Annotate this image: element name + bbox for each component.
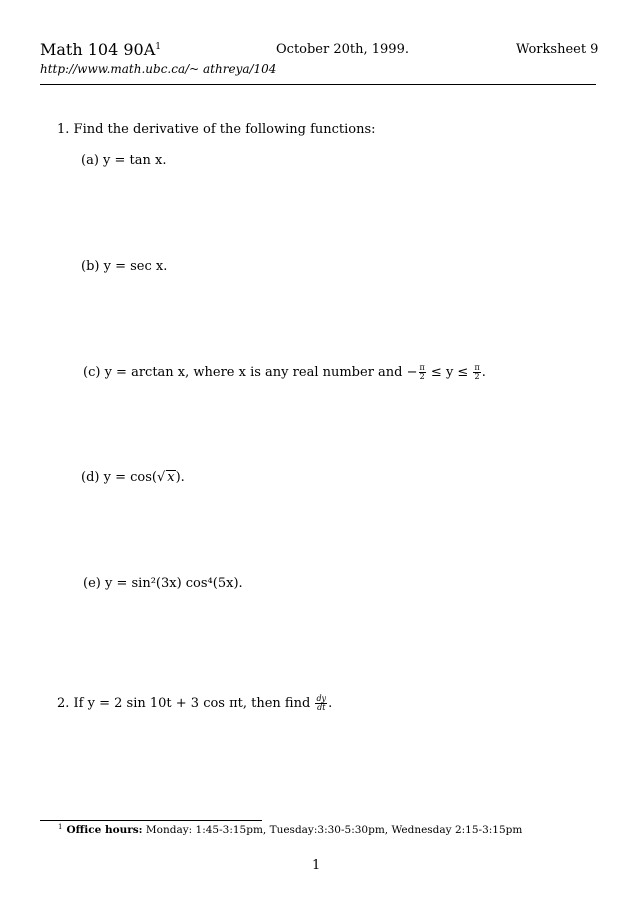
- footnote-rule: [40, 820, 262, 821]
- footnote-label: Office hours:: [66, 824, 143, 836]
- sqrt-symbol: √: [156, 470, 166, 485]
- question-number: 2.: [57, 696, 70, 711]
- page-number: 1: [312, 858, 321, 873]
- worksheet-date: October 20th, 1999.: [276, 42, 409, 57]
- part-expression-middle: ≤ y ≤: [426, 365, 473, 380]
- question-1: [57, 122, 376, 137]
- part-e: [83, 576, 243, 591]
- fraction-numerator: π: [419, 363, 425, 372]
- part-expression-end: ).: [175, 470, 185, 485]
- part-expression: y = sin²(3x) cos⁴(5x).: [104, 576, 243, 591]
- part-label: (a): [81, 153, 99, 168]
- question-prompt-end: .: [328, 696, 333, 711]
- sqrt-argument: x: [167, 470, 175, 485]
- part-label: (b): [81, 259, 100, 274]
- question-2: [57, 695, 332, 712]
- fraction-dy-dt: [315, 695, 327, 712]
- fraction-denominator: dt: [317, 703, 326, 712]
- worksheet-number: Worksheet 9: [516, 42, 599, 57]
- part-expression-start: y = cos(: [103, 470, 157, 485]
- part-label: (e): [83, 576, 101, 591]
- footnote-mark: 1: [58, 823, 63, 831]
- question-number: 1.: [57, 122, 70, 137]
- fraction-numerator: π: [474, 363, 480, 372]
- fraction-numerator: dy: [316, 694, 327, 703]
- course-url: http://www.math.ubc.ca/~ athreya/104: [40, 62, 277, 76]
- header-rule: [40, 84, 596, 85]
- fraction-pi-over-2: [473, 364, 480, 381]
- part-label: (d): [81, 470, 100, 485]
- part-label: (c): [83, 365, 101, 380]
- part-a: [81, 153, 167, 168]
- part-expression-start: y = arctan x, where x is any real number and −: [104, 365, 418, 380]
- course-name: Math 104 90A: [40, 40, 156, 59]
- fraction-pi-over-2: [419, 364, 426, 381]
- fraction-denominator: 2: [419, 372, 425, 381]
- part-c: [83, 364, 486, 381]
- part-d: [81, 470, 185, 485]
- question-prompt-start: If y = 2 sin 10t + 3 cos πt, then find: [73, 696, 315, 711]
- footnote-text: Monday: 1:45-3:15pm, Tuesday:3:30-5:30pm, Wednesday 2:15-3:15pm: [145, 824, 523, 836]
- part-expression: y = sec x.: [103, 259, 168, 274]
- part-b: [81, 259, 167, 274]
- footnote-marker: 1: [155, 42, 162, 52]
- part-expression: y = tan x.: [103, 153, 167, 168]
- question-prompt: Find the derivative of the following functions:: [73, 122, 376, 137]
- footnote: [58, 823, 522, 836]
- part-expression-end: .: [481, 365, 486, 380]
- fraction-denominator: 2: [474, 372, 480, 381]
- course-title: [40, 40, 161, 59]
